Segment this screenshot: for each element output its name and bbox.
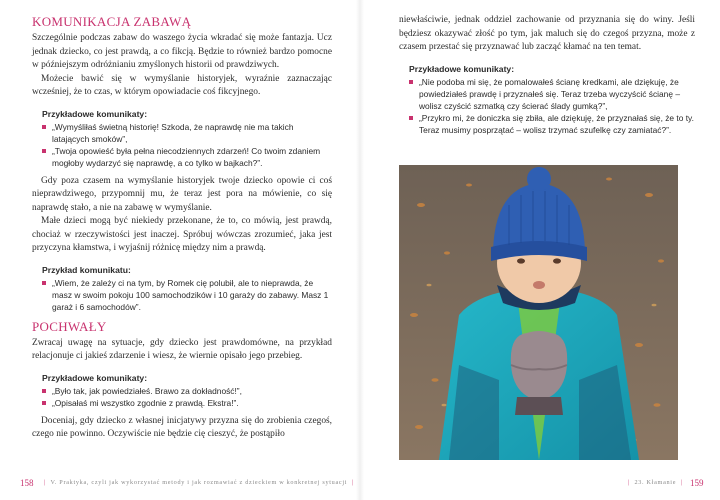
example-list (42, 385, 332, 409)
paragraph: Szczególnie podczas zabaw do waszego życia wkradać się może fantazja. Ucz jednak dziecko, co jest prawdą, a co fikcją. Będzie to również bardzo pomocne w późniejszym odróżnianiu zmyślonych historii od prawdziwych. (32, 33, 332, 70)
paragraph: Zwracaj uwagę na sytuacje, gdy dziecko jest prawdomówne, na przykład relacjonuje ci jakieś zdarzenie i wiesz, że wiernie opisało jego przebieg. (32, 337, 332, 361)
bullet-marker (42, 401, 46, 405)
example-item (409, 76, 695, 112)
paragraph: niewłaściwie, jednak oddziel zachowanie od przyznania się do winy. Jeśli będziesz okazywać złość po tym, jak maluch się do czegoś przyzna, może z czasem przestać się przyznawać lub zacząć kłamać na ten temat. (399, 15, 695, 52)
paragraph: Małe dzieci mogą być niekiedy przekonane, że to, co mówią, jest prawdą, chociaż w rzeczywistości jest inaczej. Spróbuj wówczas zrozumieć, jaka jest przyczyna kłamstwa, i wyjaśnij różnicę między nim a prawdą. (32, 216, 332, 253)
section-heading-communication: KOMUNIKACJA ZABAWĄ (32, 14, 192, 29)
right-page (360, 0, 720, 500)
example-box-title: Przykład komunikatu: (42, 264, 131, 275)
example-text: „Przykro mi, że doniczka się zbiła, ale dziękuję, że przyznałaś się, że to ty. Teraz musimy posprzątać – wolisz trzymać szufelkę czy zamiatać?”. (419, 112, 694, 135)
example-text: „Opisałaś mi wszystko zgodnie z prawdą. Ekstra!”. (52, 397, 239, 408)
example-item (42, 385, 332, 397)
example-box-title: Przykładowe komunikaty: (42, 372, 148, 383)
photo-boy-in-winter-hat (399, 165, 678, 460)
example-item (42, 121, 332, 145)
example-text: „Wiem, że zależy ci na tym, by Romek cię polubił, ale to nieprawda, że masz w swoim pokoju 100 samochodzików i 10 garaży do zabawy. Masz 1 garaż i 6 samochodów”. (52, 277, 329, 312)
example-text: „Nie podoba mi się, że pomalowałeś ścianę kredkami, ale dziękuję, że powiedziałeś prawdę i przyznałeś się. Teraz trzeba wyczyścić ścianę – wolisz czyścić szmatką czy ścierać ślady gumką?”, (419, 76, 680, 111)
paragraph: Doceniaj, gdy dziecko z własnej inicjatywy przyzna się do zrobienia czegoś, czego nie powinno. Oczywiście nie będzie cię cieszyć, że postąpiło (32, 415, 332, 439)
example-list (42, 277, 332, 313)
running-head-text: 23. Kłamanie (634, 479, 677, 486)
page-number: 158 (20, 478, 34, 488)
right-column (399, 14, 695, 142)
bullet-marker (42, 149, 46, 153)
example-box (42, 372, 332, 409)
bullet-marker (409, 116, 413, 120)
running-head-text: V. Praktyka, czyli jak wykorzystać metody i jak rozmawiać z dzieckiem w konkretnej sytuacji (50, 479, 348, 486)
example-text: „Wymyśliłaś świetną historię! Szkoda, że naprawdę nie ma takich latających smoków”, (52, 121, 294, 144)
example-item (409, 112, 695, 136)
example-text: „Było tak, jak powiedziałeś. Brawo za dokładność!”, (52, 385, 242, 396)
bullet-marker (42, 281, 46, 285)
bullet-marker (409, 80, 413, 84)
example-box (42, 108, 332, 169)
example-item (42, 145, 332, 169)
section-heading-praise: POCHWAŁY (32, 318, 107, 334)
example-list (42, 121, 332, 169)
example-item (42, 397, 332, 409)
left-column (32, 14, 332, 442)
example-box-title: Przykładowe komunikaty: (42, 108, 148, 119)
example-text: „Twoja opowieść była pełna niecodziennych zdarzeń! Co twoim zdaniem mogłoby wydarzyć się naprawdę, a co tylko w bajkach?”. (52, 145, 321, 168)
left-footer (0, 478, 360, 490)
running-head: | 23. Kłamanie | (628, 479, 683, 486)
paragraph: Gdy poza czasem na wymyślanie historyjek twoje dziecko opowie ci coś nieprawdziwego, przypomnij mu, że teraz jest pora na mówienie, co się naprawdę stało, a nie na zabawę w wymyślanie. (32, 175, 332, 213)
running-head: | V. Praktyka, czyli jak wykorzystać metody i jak rozmawiać z dzieckiem w konkretnej sytuacji | (44, 479, 354, 486)
right-footer (360, 478, 720, 490)
page-number: 159 (690, 478, 704, 488)
example-box (42, 264, 332, 313)
example-item (42, 277, 332, 313)
bullet-marker (42, 125, 46, 129)
example-list (409, 76, 695, 136)
photo-illustration (399, 165, 678, 460)
bullet-marker (42, 389, 46, 393)
paragraph: Możecie bawić się w wymyślanie historyjek, wyraźnie zaznaczając wcześniej, że to czas, w którym opowiadacie coś fikcyjnego. (32, 73, 332, 97)
example-box (409, 63, 695, 136)
example-box-title: Przykładowe komunikaty: (409, 63, 515, 74)
